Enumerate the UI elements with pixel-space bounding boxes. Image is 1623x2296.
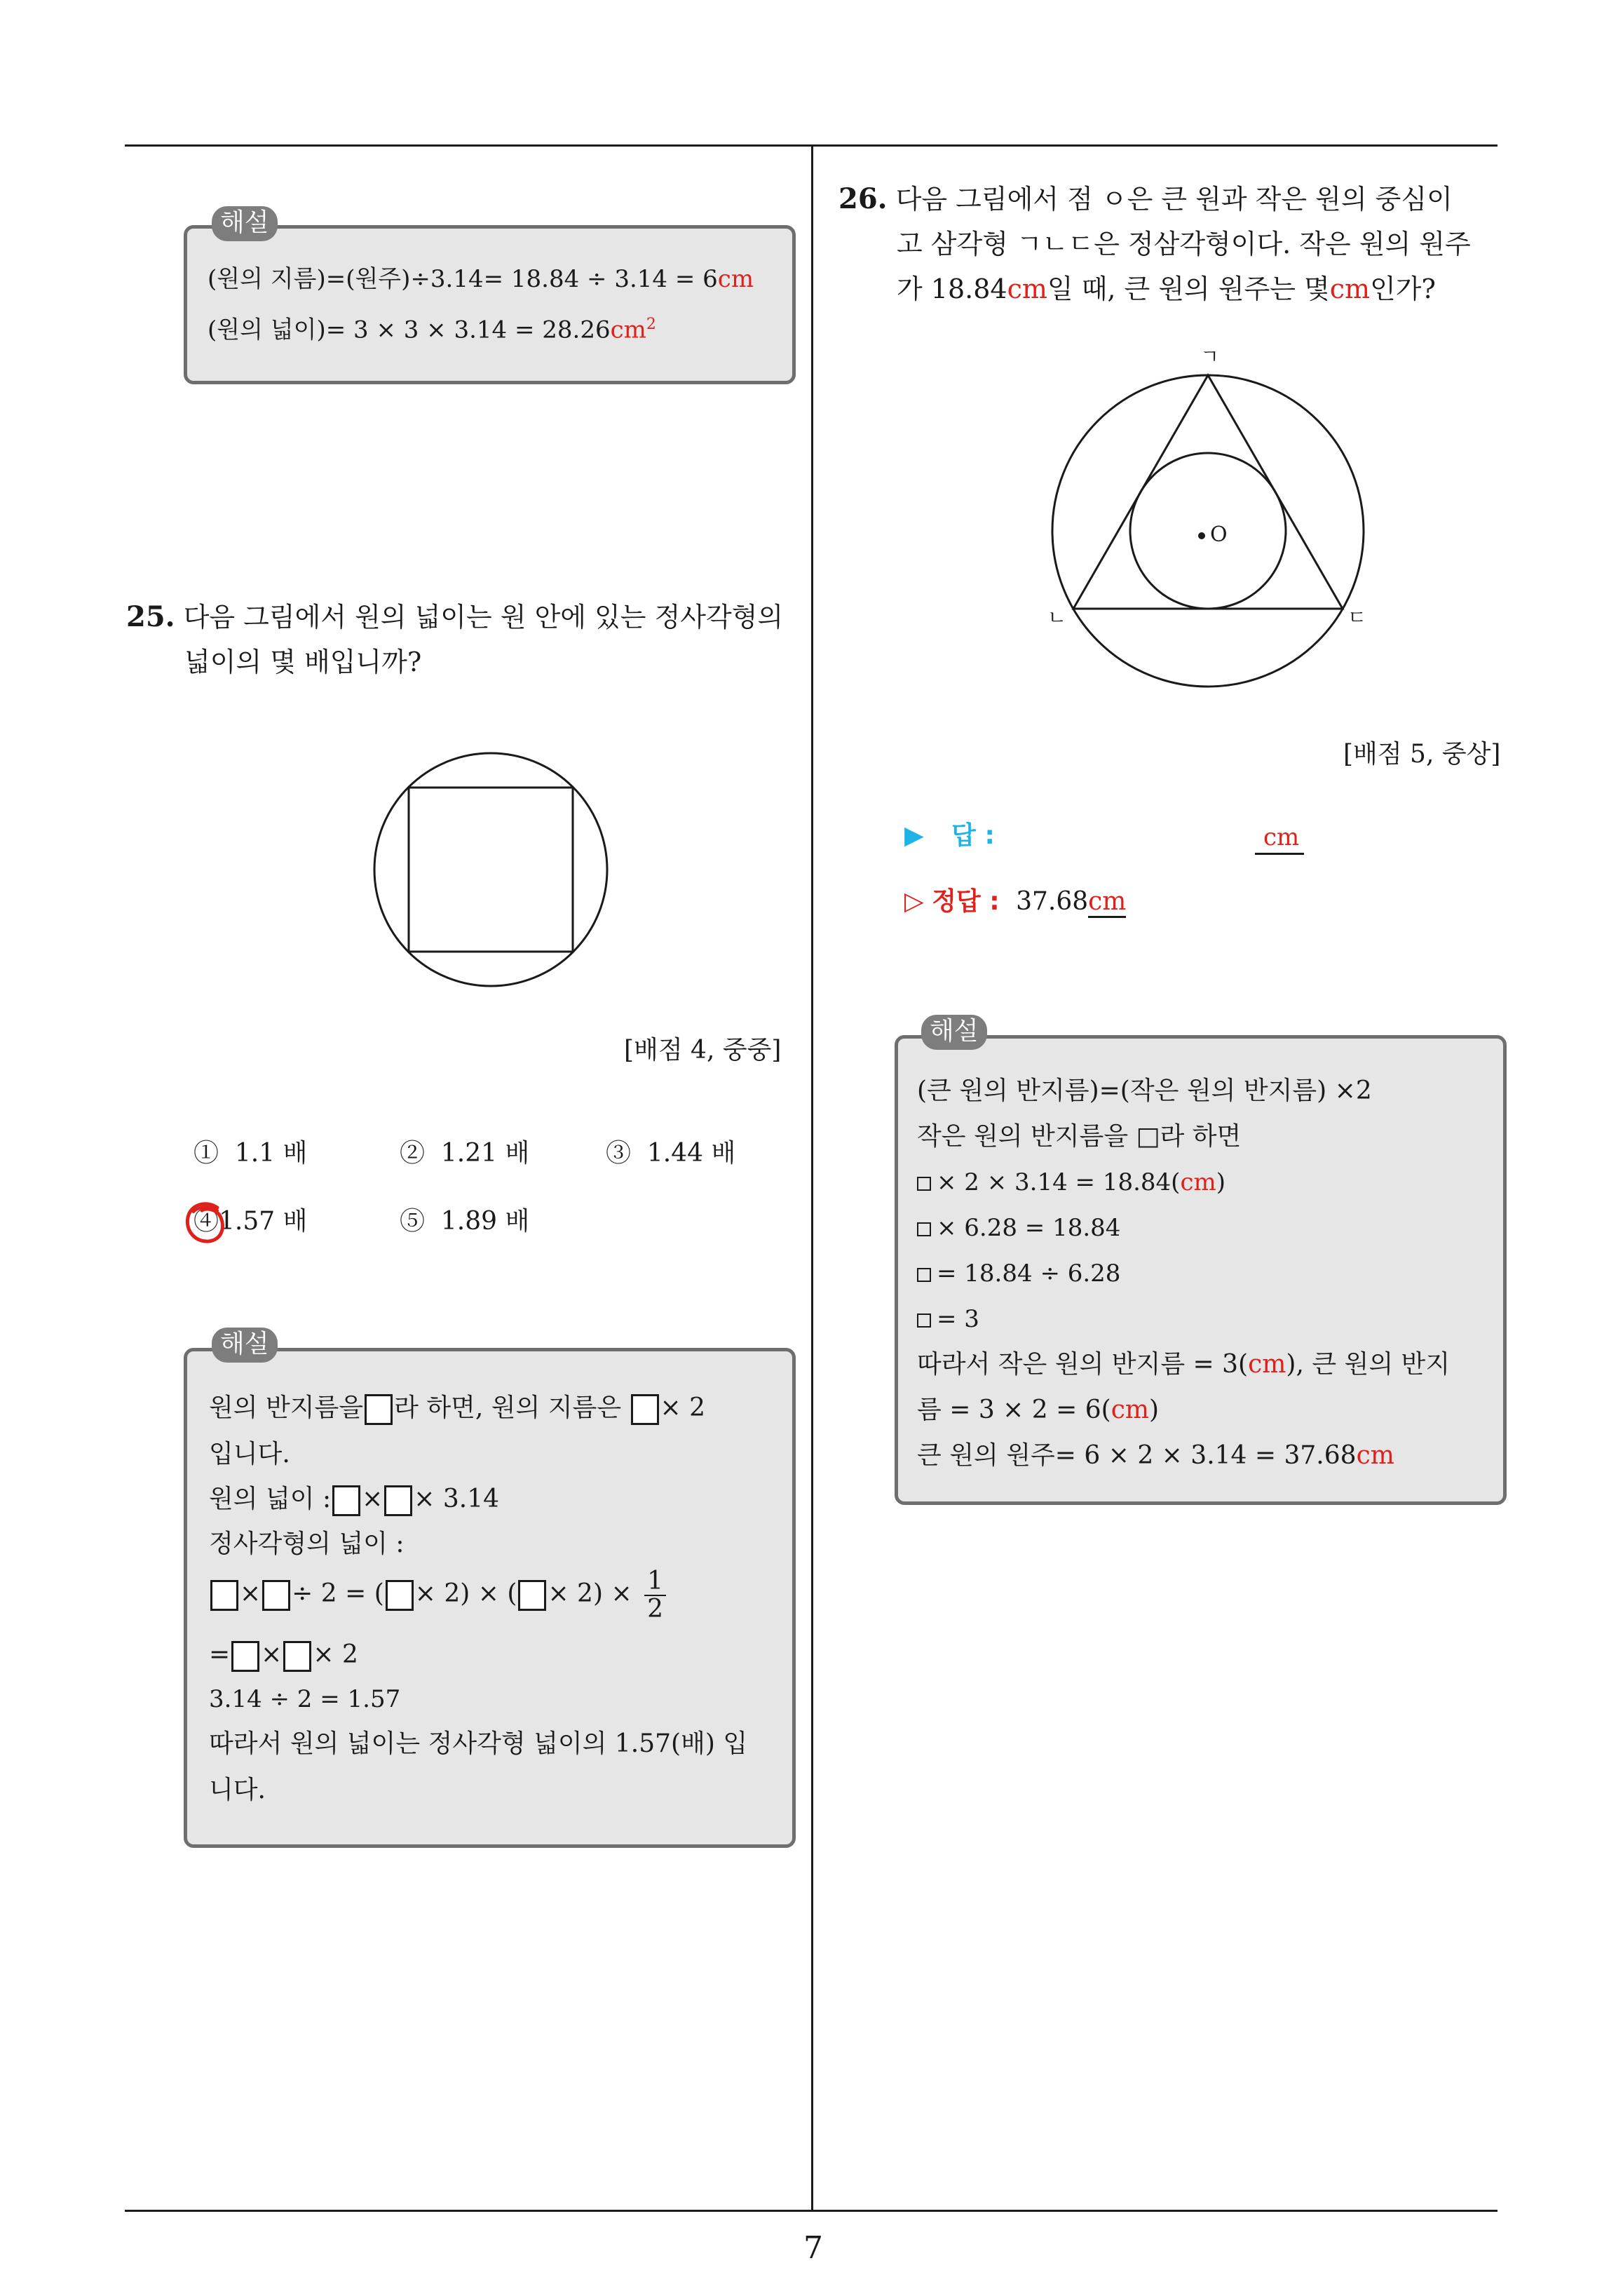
q24-explanation-box — [184, 225, 796, 384]
q25-number: 25. — [126, 600, 175, 633]
q25-exp-line5: × ÷ 2 = ( × 2) × ( × 2) × $\frac{1}{2}$ — [209, 1562, 666, 1626]
q25-answer-circle-mark — [181, 1198, 230, 1247]
q24-explanation-tag: 해설 — [212, 206, 278, 241]
q24-explanation-line1: (원의 지름)=(원주)÷3.14= 18.84 ÷ 3.14 = 6cm — [208, 265, 754, 293]
q26-explanation-tag: 해설 — [921, 1015, 987, 1050]
bottom-rule — [125, 2210, 1498, 2212]
q25-exp-line8: 따라서 원의 넓이는 정사각형 넓이의 1.57(배) 입 — [209, 1729, 748, 1758]
q26-correct-row: ▷ 정답 : 37.68cm — [904, 888, 1126, 916]
q24-explanation-line2: (원의 넓이)= $3 \times 3 \times 3.14 = 28.26cm^2$ — [208, 316, 656, 344]
q25-exp-line6: = × × 2 — [209, 1641, 358, 1672]
q25-exp-line1: 원의 반지름을 라 하면, 원의 지름은 × 2 — [209, 1394, 705, 1425]
q25-explanation-tag: 해설 — [212, 1328, 278, 1363]
play-arrow-icon: ▶ — [904, 821, 924, 850]
q26-large-circle — [1052, 375, 1367, 687]
one-half-fraction: $\frac{1}{2}$ — [644, 1568, 666, 1623]
q26-label-center: O — [1210, 522, 1228, 547]
q25-exp-line7: 3.14 ÷ 2 = 1.57 — [209, 1685, 401, 1713]
q26-exp-line4: × 6.28 = 18.84 — [917, 1214, 1120, 1242]
q26-exp-line2: 작은 원의 반지름을 □라 하면 — [917, 1122, 1242, 1151]
q25-choice-3[interactable]: ③ 1.44 배 — [606, 1139, 736, 1168]
q25-exp-line9: 니다. — [209, 1776, 266, 1804]
q26-number: 26. — [838, 182, 888, 215]
q26-figure — [1031, 337, 1381, 701]
q26-label-left: ㄴ — [1047, 606, 1067, 629]
q26-answer-row: ▶ 답 : — [904, 821, 995, 850]
q26-label-right: ㄷ — [1347, 606, 1367, 629]
q26-center-point — [1198, 532, 1205, 539]
q26-exp-line3: × 2 × 3.14 = 18.84(cm) — [917, 1168, 1225, 1196]
q25-exp-line2: 입니다. — [209, 1440, 290, 1468]
q26-score: [배점 5, 중상] — [1343, 740, 1501, 769]
q25-figure — [372, 750, 610, 989]
q25-choice-2[interactable]: ② 1.21 배 — [400, 1139, 530, 1168]
column-divider — [811, 144, 813, 2210]
q25-score: [배점 4, 중중] — [624, 1036, 782, 1065]
q26-label-top: ㄱ — [1200, 345, 1220, 368]
q25-exp-line4: 정사각형의 넓이 : — [209, 1529, 405, 1558]
page-number: 7 — [803, 2230, 823, 2266]
q26-exp-line5: = 18.84 ÷ 6.28 — [917, 1260, 1120, 1288]
q26-exp-line6: = 3 — [917, 1305, 979, 1333]
q26-exp-line9: 큰 원의 원주= 6 × 2 × 3.14 = 37.68cm — [917, 1441, 1394, 1470]
outline-play-icon: ▷ — [904, 887, 924, 916]
q26-exp-line1: (큰 원의 반지름)=(작은 원의 반지름) ×2 — [917, 1076, 1372, 1105]
q25-inscribed-square — [409, 788, 573, 952]
q25-choice-1[interactable]: ① 1.1 배 — [193, 1139, 308, 1168]
q26-question: 26. 다음 그림에서 점 ㅇ은 큰 원과 작은 원의 중심이 고 삼각형 ㄱㄴㄷ은 정삼각형이다. 작은 원의 원주 가 18.84cm일 때, 큰 원의 원주는 몇cm인가? — [838, 182, 1471, 304]
q26-answer-unit: cm — [1263, 823, 1300, 851]
q26-equilateral-triangle — [1073, 375, 1343, 609]
q25-exp-line3: 원의 넓이 : × × 3.14 — [209, 1485, 499, 1516]
q26-small-circle — [1130, 453, 1286, 609]
q25-choice-4[interactable]: ④1.57 배 — [193, 1207, 308, 1236]
q25-question: 25. 다음 그림에서 원의 넓이는 원 안에 있는 정사각형의 넓이의 몇 배입니까? — [126, 600, 784, 677]
q26-exp-line7: 따라서 작은 원의 반지름 = 3(cm), 큰 원의 반지 — [917, 1350, 1451, 1379]
q26-exp-line8: 름 = 3 × 2 = 6(cm) — [917, 1396, 1160, 1424]
q25-choice-5[interactable]: ⑤ 1.89 배 — [400, 1207, 530, 1236]
